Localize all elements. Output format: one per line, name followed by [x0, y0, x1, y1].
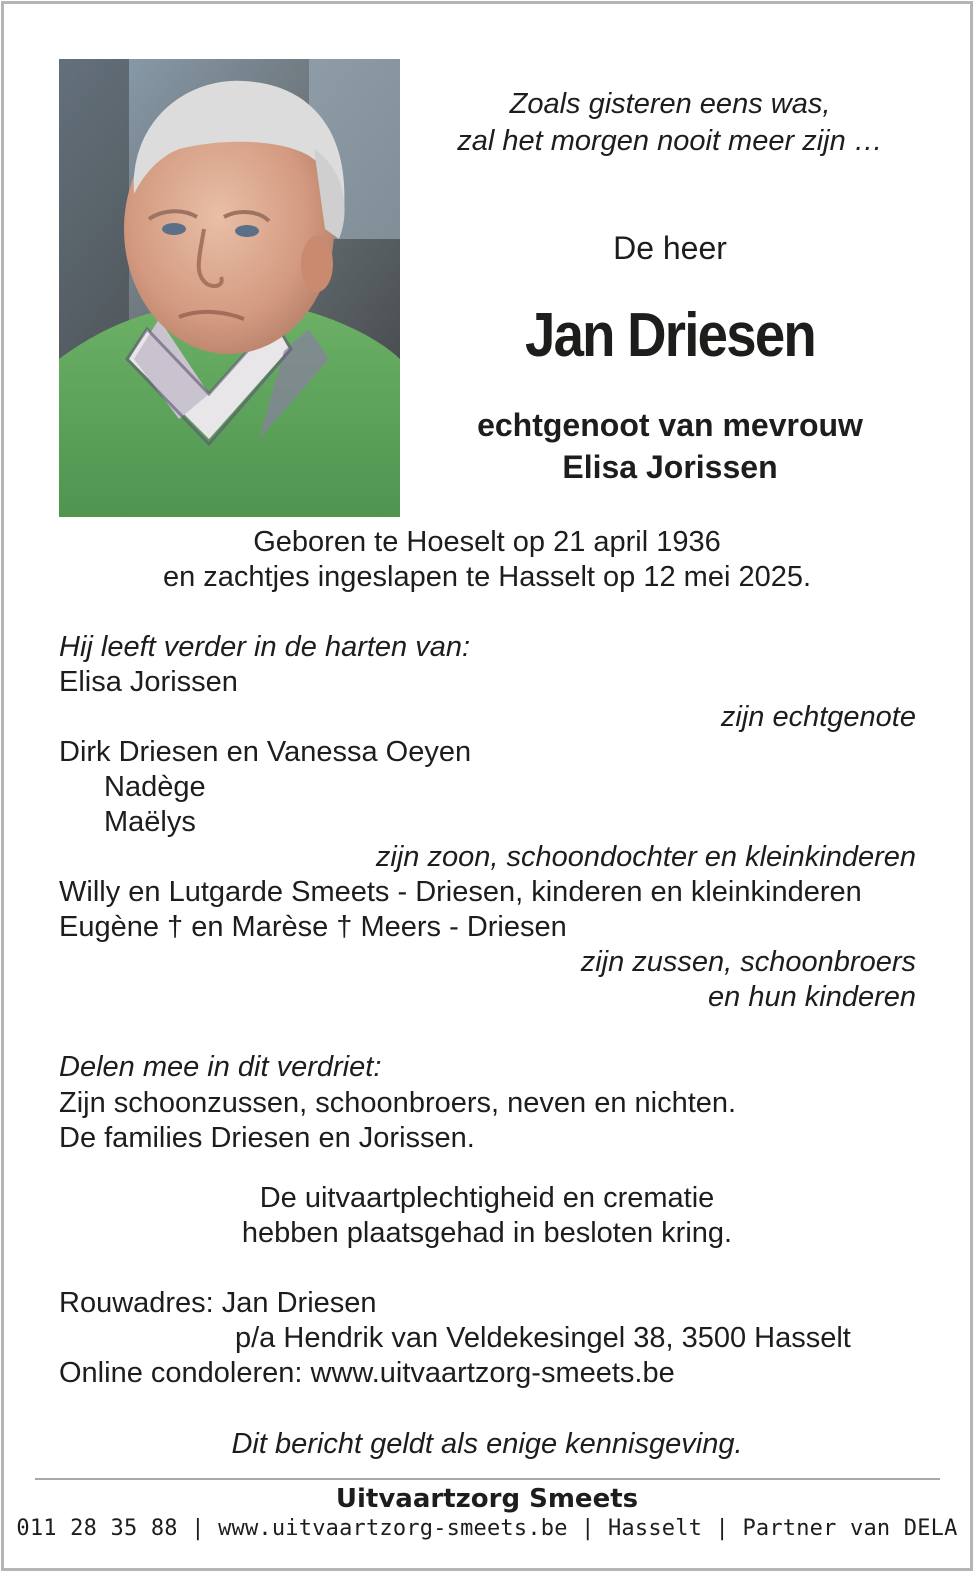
survivor-spouse: Elisa Jorissen — [59, 666, 238, 698]
epitaph-quote-line-1: Zoals gisteren eens was, — [509, 88, 831, 120]
grief-line-1: Zijn schoonzussen, schoonbroers, neven en nichten. — [59, 1087, 737, 1119]
spouse-relation-line-1: echtgenoot van mevrouw — [477, 407, 863, 443]
notice-text: Dit bericht geldt als enige kennisgeving. — [231, 1428, 743, 1460]
survivor-son-role: zijn zoon, schoondochter en kleinkinderen — [375, 841, 916, 873]
deceased-name: Jan Driesen — [525, 301, 815, 370]
survivor-grandchild-1: Nadège — [104, 771, 206, 803]
salutation: De heer — [613, 230, 727, 266]
portrait-photo-icon — [59, 59, 400, 517]
birth-date-line: Geboren te Hoeselt op 21 april 1936 — [253, 526, 721, 558]
funeral-home-name: Uitvaartzorg Smeets — [335, 1484, 639, 1514]
survivor-grandchild-2: Maëlys — [104, 806, 196, 838]
grief-line-2: De families Driesen en Jorissen. — [59, 1122, 475, 1154]
spouse-relation-line-2: Elisa Jorissen — [562, 449, 778, 485]
survivor-sibling-2: Eugène † en Marèse † Meers - Driesen — [59, 911, 567, 943]
survivor-son: Dirk Driesen en Vanessa Oeyen — [59, 736, 472, 768]
survivor-siblings-role-line-2: en hun kinderen — [708, 981, 916, 1013]
mourning-address-street: p/a Hendrik van Veldekesingel 38, 3500 Hasselt — [235, 1322, 851, 1354]
survivors-heading: Hij leeft verder in de harten van: — [59, 631, 471, 663]
portrait-photo — [59, 59, 400, 517]
ceremony-line-2: hebben plaatsgehad in besloten kring. — [241, 1217, 733, 1249]
funeral-home-contact: 011 28 35 88 | www.uitvaartzorg-smeets.be | Hasselt | Partner van DELA — [16, 1516, 958, 1541]
epitaph-quote-line-2: zal het morgen nooit meer zijn … — [457, 125, 883, 157]
survivor-sibling-1: Willy en Lutgarde Smeets - Driesen, kinderen en kleinkinderen — [59, 876, 862, 908]
online-condolence-link[interactable]: Online condoleren: www.uitvaartzorg-smeets.be — [59, 1357, 675, 1389]
grief-heading: Delen mee in dit verdriet: — [59, 1051, 382, 1083]
survivor-spouse-role: zijn echtgenote — [720, 701, 916, 733]
footer-divider — [35, 1478, 940, 1480]
mourning-address-name: Rouwadres: Jan Driesen — [59, 1287, 377, 1319]
survivor-siblings-role-line-1: zijn zussen, schoonbroers — [580, 946, 916, 978]
death-date-line: en zachtjes ingeslapen te Hasselt op 12 mei 2025. — [162, 561, 812, 593]
ceremony-line-1: De uitvaartplechtigheid en crematie — [259, 1182, 715, 1214]
